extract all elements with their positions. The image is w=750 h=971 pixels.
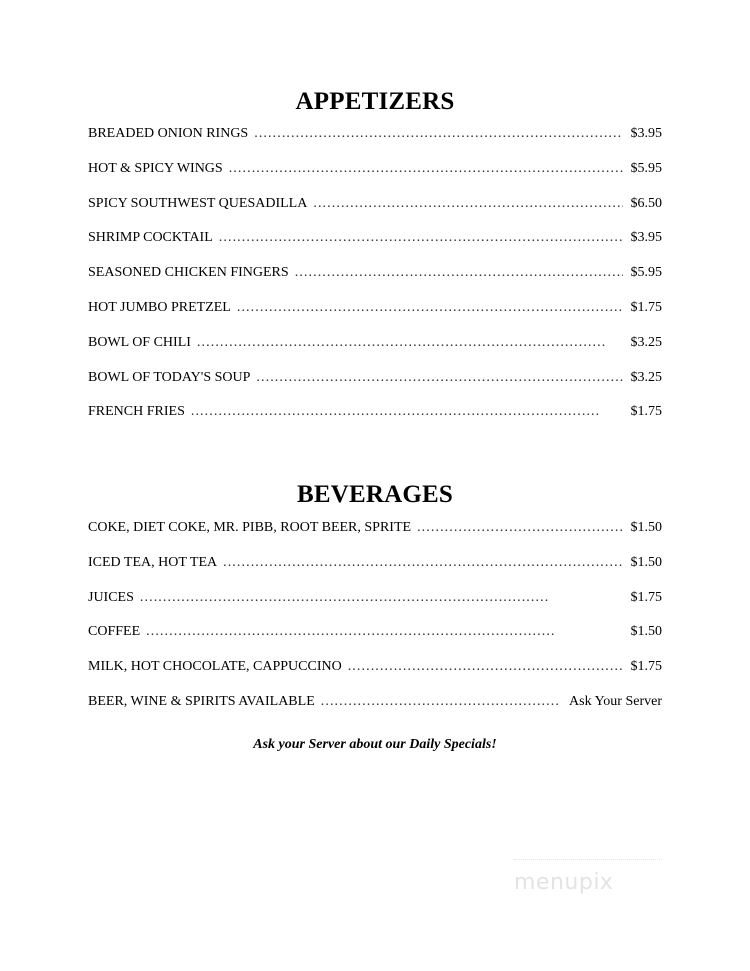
menu-item-price: $1.75 [630, 404, 662, 420]
menu-item-name: HOT & SPICY WINGS [88, 160, 223, 176]
dot-leader [197, 335, 623, 351]
menu-item-name: BOWL OF TODAY'S SOUP [88, 369, 251, 385]
daily-specials-note: Ask your Server about our Daily Specials! [253, 737, 497, 752]
menu-item-price: $3.95 [630, 230, 662, 246]
menu-item-price: $1.75 [630, 299, 662, 315]
dot-leader [417, 520, 622, 536]
appetizers-list [88, 126, 662, 439]
menu-item-coffee [88, 624, 662, 659]
menu-item-juices [88, 590, 662, 625]
menu-item-name: COFFEE [88, 624, 141, 640]
menu-item-price: $1.75 [630, 589, 662, 605]
dot-leader [191, 404, 623, 420]
dot-leader [256, 370, 622, 386]
menu-item-onion-rings [88, 126, 662, 161]
dot-leader [348, 659, 623, 675]
menu-item-name: BOWL OF CHILI [88, 334, 191, 350]
menu-item-price: $3.25 [630, 369, 662, 385]
menu-item-name: BEER, WINE & SPIRITS AVAILABLE [88, 693, 315, 709]
menu-item-name: BREADED ONION RINGS [88, 126, 249, 141]
dot-leader [223, 555, 622, 571]
menu-item-name: FRENCH FRIES [88, 404, 185, 420]
menu-item-name: SHRIMP COCKTAIL [88, 230, 213, 246]
menu-item-price: $1.50 [630, 520, 662, 535]
dot-leader [140, 590, 623, 606]
menu-item-name: HOT JUMBO PRETZEL [88, 299, 231, 315]
menu-item-beer-wine-spirits [88, 694, 662, 729]
menu-item-price: $1.50 [630, 554, 662, 570]
menu-item-spicy-wings [88, 161, 662, 196]
menu-item-milk-chocolate [88, 659, 662, 694]
menu-item-name: JUICES [88, 589, 134, 605]
menu-item-price: $6.50 [630, 195, 662, 211]
menu-item-chicken-fingers [88, 265, 662, 300]
menu-item-quesadilla [88, 196, 662, 231]
menupix-watermark: menupix [514, 870, 614, 895]
dot-leader [295, 265, 623, 281]
menu-item-chili [88, 335, 662, 370]
dot-leader [254, 126, 622, 142]
menu-item-soup [88, 370, 662, 405]
appetizers-title: APPETIZERS [295, 88, 455, 115]
menu-item-price: $1.50 [630, 624, 662, 640]
dot-leader [237, 300, 623, 316]
menu-item-pretzel [88, 300, 662, 335]
menu-item-price: $3.95 [630, 126, 662, 141]
beverages-title: BEVERAGES [296, 481, 453, 508]
dot-leader [146, 624, 622, 640]
menu-item-name: MILK, HOT CHOCOLATE, CAPPUCCINO [88, 659, 342, 675]
menu-item-tea [88, 555, 662, 590]
menu-item-name: SEASONED CHICKEN FINGERS [88, 265, 289, 281]
dot-leader [321, 694, 561, 710]
watermark-divider [514, 859, 662, 861]
menu-item-price: $5.95 [630, 265, 662, 281]
dot-leader [313, 196, 622, 212]
menu-item-french-fries [88, 404, 662, 439]
menu-item-name: COKE, DIET COKE, MR. PIBB, ROOT BEER, SPRITE [88, 520, 412, 535]
menu-item-name: SPICY SOUTHWEST QUESADILLA [88, 195, 308, 211]
dot-leader [229, 161, 623, 177]
menu-item-price: Ask Your Server [569, 693, 662, 709]
menu-item-price: $1.75 [630, 659, 662, 675]
menu-item-price: $5.95 [630, 160, 662, 176]
menu-item-shrimp-cocktail [88, 230, 662, 265]
dot-leader [219, 230, 623, 246]
menu-item-price: $3.25 [630, 334, 662, 350]
menu-item-sodas [88, 520, 662, 555]
beverages-list [88, 520, 662, 729]
menu-item-name: ICED TEA, HOT TEA [88, 554, 218, 570]
